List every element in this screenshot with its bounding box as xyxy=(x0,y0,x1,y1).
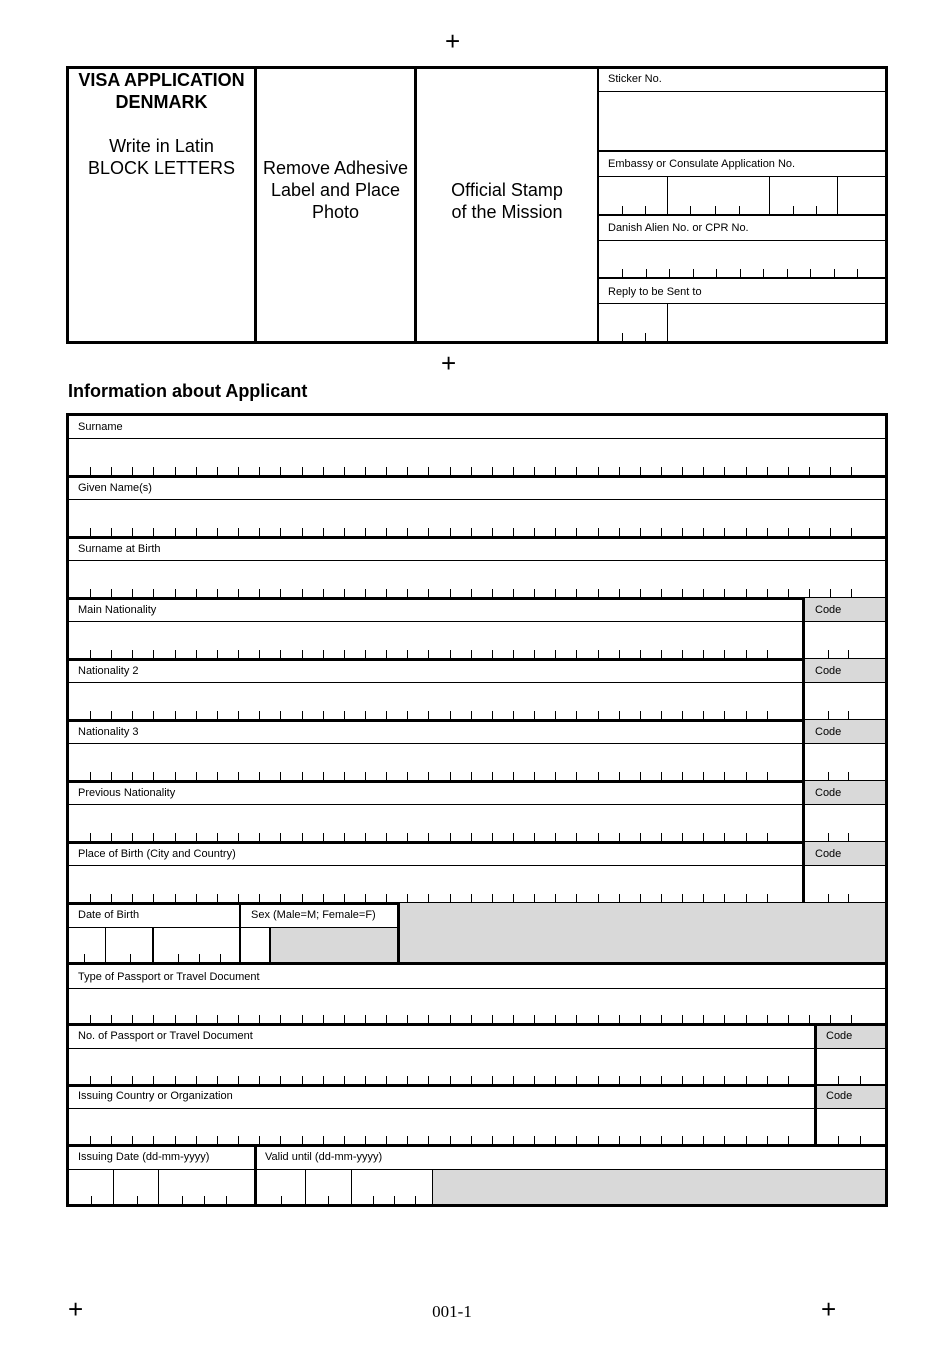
rule-line xyxy=(69,865,885,866)
rule-line xyxy=(802,842,805,903)
issuing-date-field[interactable] xyxy=(70,1171,253,1204)
nationality-2-field[interactable] xyxy=(70,685,802,719)
photo-instruction-line3: Photo xyxy=(311,202,360,222)
rule-line xyxy=(69,475,885,478)
surname-at-birth-label: Surname at Birth xyxy=(78,543,161,555)
rule-line xyxy=(69,499,885,500)
rule-line xyxy=(69,1144,885,1147)
passport-type-field[interactable] xyxy=(70,990,884,1024)
date-of-birth-label: Date of Birth xyxy=(78,909,140,921)
rule-line xyxy=(802,598,805,659)
letter-tick xyxy=(834,269,835,277)
page-number: 001-1 xyxy=(432,1302,472,1321)
letter-tick xyxy=(646,269,647,277)
reply-to-label: Reply to be Sent to xyxy=(608,286,702,298)
valid-until-label: Valid until (dd-mm-yyyy) xyxy=(265,1151,383,1163)
previous-nationality-code-label: Code xyxy=(815,787,842,799)
passport-no-code-field[interactable] xyxy=(818,1050,884,1084)
instruction-line1: Write in Latin xyxy=(109,136,214,156)
rule-line xyxy=(254,1147,257,1205)
surname-label: Surname xyxy=(78,421,123,433)
letter-tick xyxy=(763,269,764,277)
rule-line xyxy=(269,928,271,963)
letter-tick xyxy=(645,206,646,214)
form-title-line1: VISA APPLICATION xyxy=(78,70,245,90)
letter-tick xyxy=(739,206,740,214)
letter-tick xyxy=(740,269,741,277)
letter-tick xyxy=(622,269,623,277)
previous-nationality-code-field[interactable] xyxy=(806,807,884,841)
rule-line xyxy=(802,720,805,781)
letter-tick xyxy=(810,269,811,277)
valid-until-field[interactable] xyxy=(258,1171,431,1204)
alien-no-label: Danish Alien No. or CPR No. xyxy=(608,222,749,234)
letter-tick xyxy=(787,269,788,277)
surname-at-birth-field[interactable] xyxy=(70,563,884,597)
issuing-country-code-label: Code xyxy=(826,1090,853,1102)
registration-mark-middle: + xyxy=(441,348,457,378)
sex-field[interactable] xyxy=(242,929,269,963)
place-of-birth-label: Place of Birth (City and Country) xyxy=(78,848,236,860)
stamp-label-line2: of the Mission xyxy=(451,202,563,222)
previous-nationality-label: Previous Nationality xyxy=(78,787,176,799)
alien-no-field[interactable] xyxy=(600,241,885,277)
letter-tick xyxy=(622,333,623,341)
letter-tick xyxy=(816,206,817,214)
registration-mark-bottom-right: + xyxy=(821,1294,837,1324)
given-names-field[interactable] xyxy=(70,502,884,536)
letter-tick xyxy=(715,206,716,214)
rule-line xyxy=(69,621,885,622)
reply-to-field[interactable] xyxy=(600,304,885,341)
surname-field[interactable] xyxy=(70,441,884,475)
instruction-line2: BLOCK LETTERS xyxy=(87,158,236,178)
rule-line xyxy=(69,719,885,722)
letter-tick xyxy=(857,269,858,277)
nationality-3-label: Nationality 3 xyxy=(78,726,139,738)
nationality-3-field[interactable] xyxy=(70,746,802,780)
passport-no-field[interactable] xyxy=(70,1050,814,1084)
registration-mark-bottom-left: + xyxy=(68,1294,84,1324)
issuing-country-code-field[interactable] xyxy=(818,1110,884,1144)
photo-instruction-line1: Remove Adhesive xyxy=(262,158,409,178)
rule-line xyxy=(69,780,885,783)
rule-line xyxy=(69,1108,885,1109)
main-nationality-label: Main Nationality xyxy=(78,604,157,616)
rule-line xyxy=(69,658,885,661)
rule-line xyxy=(69,988,885,989)
form-title-line2: DENMARK xyxy=(115,92,208,112)
passport-no-code-label: Code xyxy=(826,1030,853,1042)
nationality-2-code-label: Code xyxy=(815,665,842,677)
section-title: Information about Applicant xyxy=(68,381,308,401)
rule-line xyxy=(802,659,805,720)
rule-line xyxy=(69,560,885,561)
shaded-area xyxy=(271,928,397,963)
rule-line xyxy=(69,1048,885,1049)
letter-tick xyxy=(693,269,694,277)
given-names-label: Given Name(s) xyxy=(78,482,152,494)
place-of-birth-code-label: Code xyxy=(815,848,842,860)
rule-line xyxy=(69,1084,885,1087)
nationality-3-code-label: Code xyxy=(815,726,842,738)
rule-line xyxy=(69,841,885,844)
rule-line xyxy=(69,804,885,805)
passport-no-label: No. of Passport or Travel Document xyxy=(78,1030,253,1042)
photo-instruction-line2: Label and Place xyxy=(270,180,401,200)
letter-tick xyxy=(669,269,670,277)
shaded-area xyxy=(400,903,885,963)
sticker-no-label: Sticker No. xyxy=(608,73,662,85)
sticker-no-field[interactable] xyxy=(600,93,885,149)
rule-line xyxy=(69,743,885,744)
letter-tick xyxy=(645,333,646,341)
embassy-application-no-label: Embassy or Consulate Application No. xyxy=(608,158,796,170)
letter-tick xyxy=(793,206,794,214)
place-of-birth-code-field[interactable] xyxy=(806,868,884,902)
place-of-birth-field[interactable] xyxy=(70,868,802,902)
main-nationality-field[interactable] xyxy=(70,624,802,658)
stamp-label-line1: Official Stamp xyxy=(451,180,563,200)
nationality-3-code-field[interactable] xyxy=(806,746,884,780)
rule-line xyxy=(432,1170,433,1204)
letter-tick xyxy=(716,269,717,277)
date-of-birth-field[interactable] xyxy=(70,929,238,963)
letter-tick xyxy=(690,206,691,214)
nationality-2-label: Nationality 2 xyxy=(78,665,139,677)
issuing-country-field[interactable] xyxy=(70,1110,814,1144)
rule-line xyxy=(802,781,805,842)
shaded-area xyxy=(433,1170,885,1204)
registration-mark-top: + xyxy=(445,26,461,56)
embassy-application-no-field[interactable] xyxy=(600,177,885,214)
rule-line xyxy=(69,682,885,683)
rule-line xyxy=(814,1086,817,1145)
main-nationality-code-field[interactable] xyxy=(806,624,884,658)
nationality-2-code-field[interactable] xyxy=(806,685,884,719)
rule-line xyxy=(69,536,885,539)
sex-label: Sex (Male=M; Female=F) xyxy=(251,909,376,921)
rule-line xyxy=(69,438,885,439)
rule-line xyxy=(69,597,885,600)
issuing-date-label: Issuing Date (dd-mm-yyyy) xyxy=(78,1151,210,1163)
rule-line xyxy=(239,903,241,963)
previous-nationality-field[interactable] xyxy=(70,807,802,841)
issuing-country-label: Issuing Country or Organization xyxy=(78,1090,233,1102)
letter-tick xyxy=(622,206,623,214)
main-nationality-code-label: Code xyxy=(815,604,842,616)
passport-type-label: Type of Passport or Travel Document xyxy=(78,971,260,983)
rule-line xyxy=(814,1026,817,1085)
